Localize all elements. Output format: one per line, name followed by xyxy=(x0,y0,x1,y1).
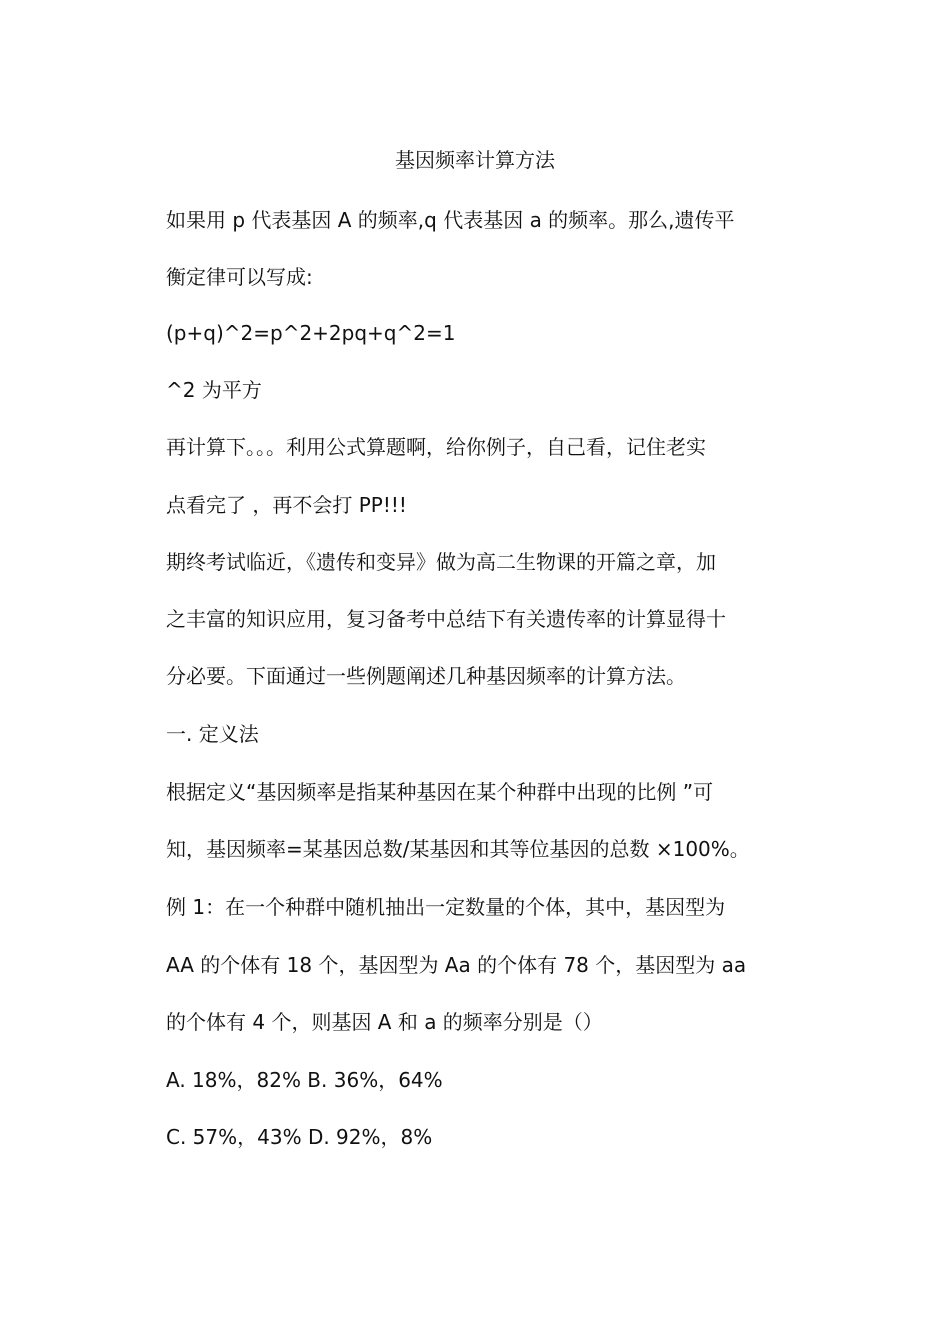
text-line-12: 知，基因频率=某基因总数/某基因和其等位基因的总数 ×100%。 xyxy=(166,837,750,861)
example-line-3: 的个体有 4 个，则基因 A 和 a 的频率分别是（） xyxy=(166,1010,603,1034)
document-title: 基因频率计算方法 xyxy=(395,148,555,172)
options-line-1: A. 18%，82% B. 36%，64% xyxy=(166,1068,443,1092)
text-line-8: 之丰富的知识应用，复习备考中总结下有关遗传率的计算显得十 xyxy=(166,607,726,631)
text-line-9: 分必要。下面通过一些例题阐述几种基因频率的计算方法。 xyxy=(166,664,686,688)
example-line-1: 例 1：在一个种群中随机抽出一定数量的个体，其中，基因型为 xyxy=(166,895,726,919)
section-heading: 一. 定义法 xyxy=(166,722,259,746)
formula-line: (p+q)^2=p^2+2pq+q^2=1 xyxy=(166,321,456,345)
text-line-5: 再计算下。。。利用公式算题啊，给你例子，自己看，记住老实 xyxy=(166,435,706,459)
text-line-7: 期终考试临近，《遗传和变异》做为高二生物课的开篇之章，加 xyxy=(166,550,716,574)
text-line-6: 点看完了 ，再不会打 PP!!! xyxy=(166,493,407,517)
options-line-2: C. 57%，43% D. 92%，8% xyxy=(166,1125,433,1149)
text-line-1: 如果用 p 代表基因 A 的频率,q 代表基因 a 的频率。那么,遗传平 xyxy=(166,208,735,232)
text-line-11: 根据定义“基因频率是指某种基因在某个种群中出现的比例 ”可 xyxy=(166,780,714,804)
example-line-2: AA 的个体有 18 个，基因型为 Aa 的个体有 78 个，基因型为 aa xyxy=(166,953,747,977)
text-line-4: ^2 为平方 xyxy=(166,378,262,402)
text-line-2: 衡定律可以写成: xyxy=(166,265,313,289)
